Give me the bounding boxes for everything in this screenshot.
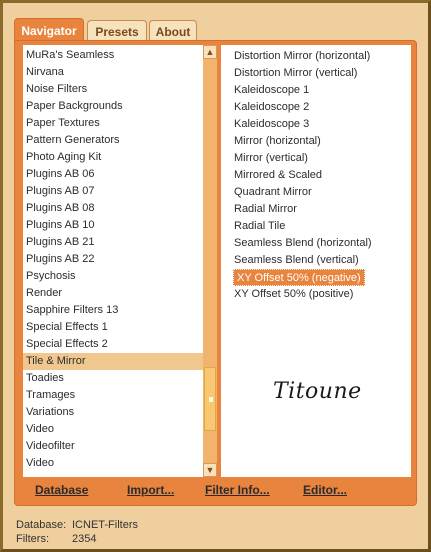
filter-info-button[interactable]: Filter Info...: [205, 483, 270, 497]
category-item[interactable]: MuRa's Seamless: [26, 49, 115, 61]
category-item[interactable]: Special Effects 1: [26, 321, 108, 333]
filter-item[interactable]: Distortion Mirror (horizontal): [234, 50, 371, 62]
category-scrollbar[interactable]: [203, 45, 217, 477]
filter-item[interactable]: Seamless Blend (vertical): [234, 254, 359, 266]
filter-item[interactable]: [234, 269, 411, 286]
category-item[interactable]: Pattern Generators: [26, 134, 120, 146]
category-item[interactable]: Video: [26, 423, 54, 435]
category-item[interactable]: Plugins AB 21: [26, 236, 95, 248]
status-filters: [16, 533, 96, 545]
category-item[interactable]: Video: [26, 457, 54, 469]
filters-label: Filters:: [16, 533, 49, 545]
filters-count: 2354: [72, 533, 97, 545]
category-item[interactable]: Paper Backgrounds: [26, 100, 123, 112]
category-item[interactable]: Psychosis: [26, 270, 76, 282]
category-item[interactable]: Noise Filters: [26, 83, 88, 95]
scroll-down-button[interactable]: [203, 463, 217, 477]
filter-list[interactable]: [221, 45, 411, 477]
category-item[interactable]: Toadies: [26, 372, 64, 384]
scroll-up-button[interactable]: [203, 45, 217, 59]
category-item[interactable]: Plugins AB 07: [26, 185, 95, 197]
category-item[interactable]: Variations: [26, 406, 75, 418]
category-item[interactable]: Sapphire Filters 13: [26, 304, 119, 316]
category-item[interactable]: Paper Textures: [26, 117, 100, 129]
category-item[interactable]: Plugins AB 22: [26, 253, 95, 265]
signature-watermark: Titoune: [273, 379, 362, 404]
filter-item[interactable]: XY Offset 50% (positive): [234, 288, 354, 300]
category-item[interactable]: Plugins AB 10: [26, 219, 95, 231]
filter-item[interactable]: Kaleidoscope 1: [234, 84, 310, 96]
status-database: [16, 519, 138, 531]
database-value: ICNET-Filters: [72, 519, 138, 531]
category-item[interactable]: Photo Aging Kit: [26, 151, 102, 163]
navigator-panel: [14, 40, 417, 506]
editor-button[interactable]: Editor...: [303, 483, 348, 497]
database-button[interactable]: Database: [35, 483, 89, 497]
category-item[interactable]: Tile & Mirror: [23, 353, 203, 370]
filter-item-label: XY Offset 50% (negative): [233, 269, 365, 286]
filter-item[interactable]: Kaleidoscope 2: [234, 101, 310, 113]
filter-item[interactable]: Mirror (vertical): [234, 152, 308, 164]
category-item[interactable]: Plugins AB 08: [26, 202, 95, 214]
filter-item[interactable]: Mirror (horizontal): [234, 135, 321, 147]
scroll-thumb[interactable]: [204, 367, 216, 431]
category-item[interactable]: Tramages: [26, 389, 76, 401]
filter-item[interactable]: Kaleidoscope 3: [234, 118, 310, 130]
import-button[interactable]: Import...: [127, 483, 175, 497]
filter-item[interactable]: Radial Mirror: [234, 203, 297, 215]
category-item[interactable]: Render: [26, 287, 63, 299]
grip-icon: [209, 397, 213, 402]
category-item[interactable]: Nirvana: [26, 66, 64, 78]
database-label: Database:: [16, 519, 67, 531]
filter-item[interactable]: Radial Tile: [234, 220, 286, 232]
filter-item[interactable]: Mirrored & Scaled: [234, 169, 323, 181]
category-item[interactable]: Plugins AB 06: [26, 168, 95, 180]
filter-item[interactable]: Seamless Blend (horizontal): [234, 237, 372, 249]
action-bar: [23, 479, 411, 503]
filter-item[interactable]: Distortion Mirror (vertical): [234, 67, 358, 79]
tab-about[interactable]: About: [149, 20, 197, 42]
filter-item[interactable]: Quadrant Mirror: [234, 186, 312, 198]
tab-presets[interactable]: Presets: [87, 20, 147, 42]
chevron-down-icon: ▼: [205, 465, 215, 475]
tab-navigator[interactable]: Navigator: [14, 18, 84, 43]
category-item[interactable]: Special Effects 2: [26, 338, 108, 350]
category-item[interactable]: Videofilter: [26, 440, 75, 452]
category-list[interactable]: [23, 45, 203, 477]
chevron-up-icon: ▲: [205, 47, 215, 57]
